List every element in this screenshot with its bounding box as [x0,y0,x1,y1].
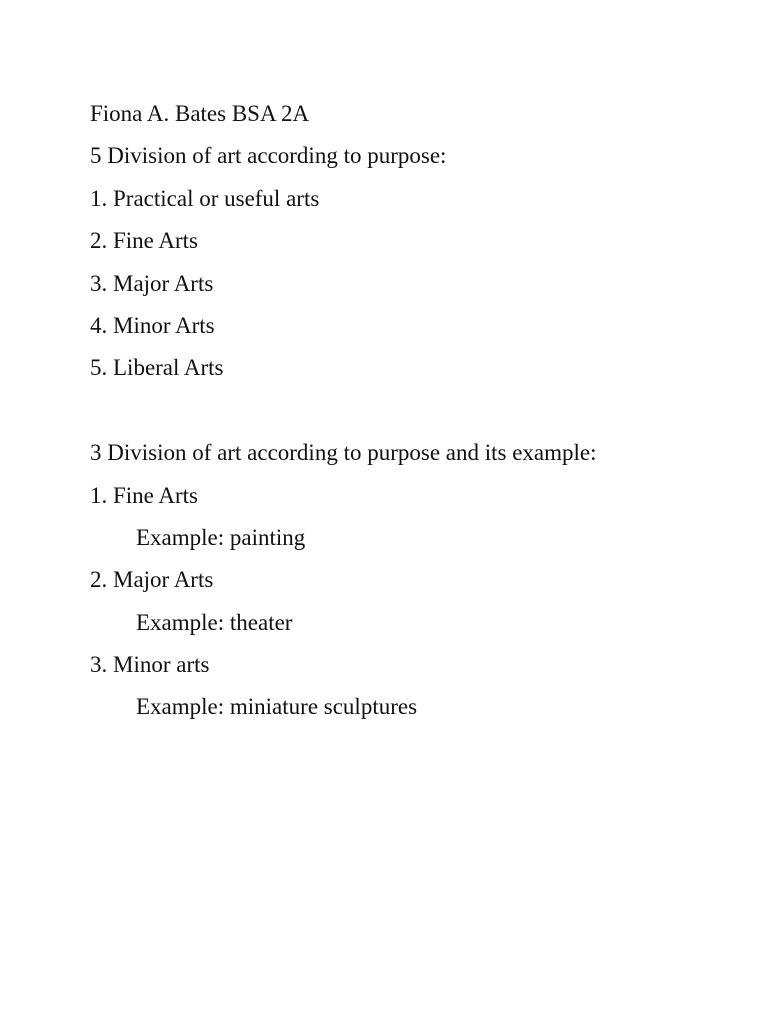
document-body [90,93,740,729]
section1-heading: 5 Division of art according to purpose: [90,143,447,169]
section1-item: 2. Fine Arts [90,228,198,254]
section1-item: 3. Major Arts [90,270,214,296]
section2-item-example: Example: miniature sculptures [136,694,418,720]
section2-item-example: Example: theater [136,609,293,635]
section2-item-label: 1. Fine Arts [90,482,198,508]
section2-item-example: Example: painting [136,524,306,550]
section2-heading: 3 Division of art according to purpose and its example: [90,440,597,466]
section1-item: 5. Liberal Arts [90,355,224,381]
section2-item-label: 2. Major Arts [90,567,214,593]
blank-line [90,390,740,432]
section1-item: 1. Practical or useful arts [90,185,320,211]
section1-item: 4. Minor Arts [90,312,215,338]
section2-item-label: 3. Minor arts [90,652,210,678]
author-line: Fiona A. Bates BSA 2A [90,101,310,126]
